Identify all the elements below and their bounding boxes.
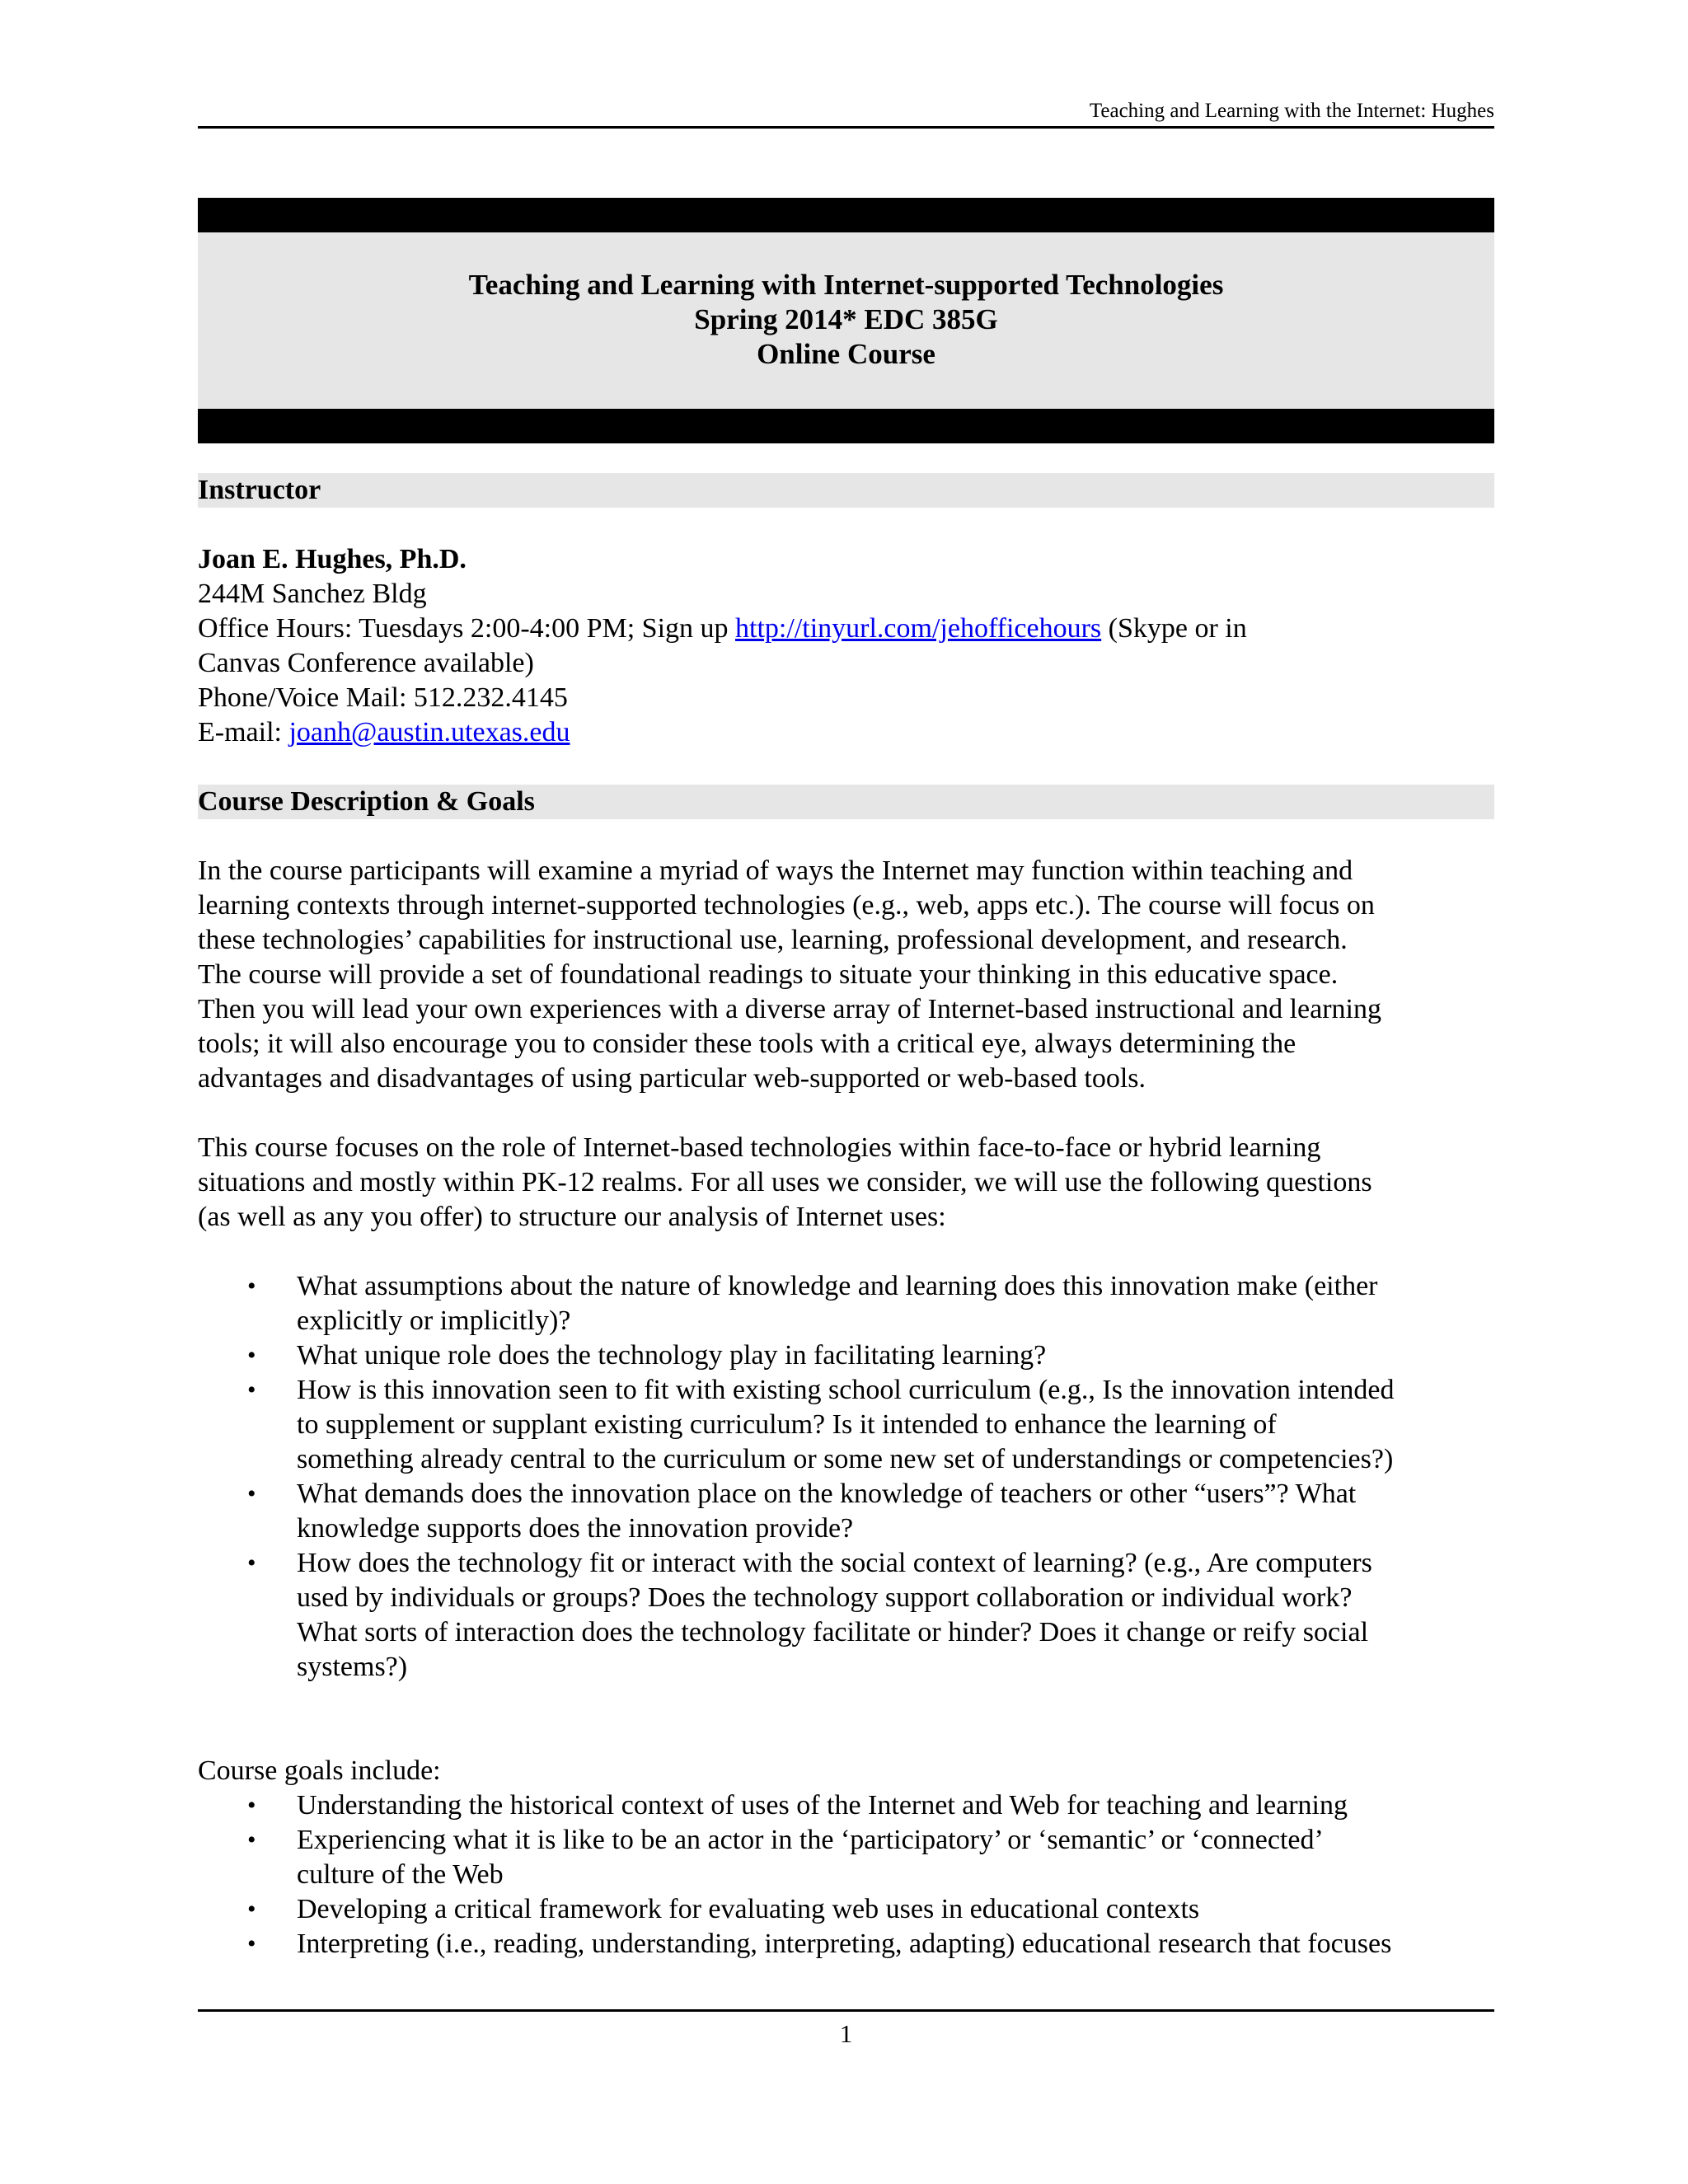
list-item-line: Developing a critical framework for evaluating web uses in educational contexts — [297, 1894, 1200, 1924]
bullet-icon: • — [247, 1480, 256, 1507]
instructor-heading: Instructor — [198, 473, 1494, 508]
course-description-heading: Course Description & Goals — [198, 785, 1494, 819]
email-label: E-mail: — [198, 717, 289, 748]
list-item — [198, 1373, 1494, 1477]
email-link[interactable]: joanh@austin.utexas.edu — [288, 717, 570, 748]
list-item — [198, 1338, 1494, 1373]
list-item-line: What sorts of interaction does the technology facilitate or hinder? Does it change or reify social — [297, 1617, 1369, 1647]
bullet-icon: • — [247, 1272, 256, 1300]
list-item — [198, 1927, 1494, 1961]
list-item-line: What demands does the innovation place on the knowledge of teachers or other “users”? What — [297, 1479, 1357, 1509]
list-item — [198, 1269, 1494, 1338]
list-item-line: Interpreting (i.e., reading, understanding, interpreting, adapting) educational research that focuses — [297, 1929, 1392, 1959]
list-item-line: What assumptions about the nature of knowledge and learning does this innovation make (either — [297, 1271, 1378, 1301]
office-hours-signup-link[interactable]: http://tinyurl.com/jehofficehours — [735, 613, 1102, 644]
instructor-info — [198, 542, 1494, 750]
paragraph-line: The course will provide a set of foundational readings to situate your thinking in this educative space. — [198, 959, 1339, 990]
instructor-phone: Phone/Voice Mail: 512.232.4145 — [198, 682, 568, 713]
bullet-icon: • — [247, 1549, 256, 1577]
office-hours-suffix: (Skype or in — [1101, 613, 1247, 644]
document-page — [198, 0, 1494, 2184]
bullet-icon: • — [247, 1376, 256, 1404]
goals-list — [198, 1788, 1494, 1961]
course-title: Teaching and Learning with Internet-supported Technologies — [468, 269, 1224, 301]
questions-list — [198, 1269, 1494, 1685]
analysis-questions — [198, 1269, 1494, 1685]
paragraph-line: This course focuses on the role of Internet-based technologies within face-to-face or hybrid learning — [198, 1132, 1321, 1163]
list-item-line: systems?) — [297, 1652, 408, 1682]
paragraph-line: (as well as any you offer) to structure our analysis of Internet uses: — [198, 1202, 946, 1232]
list-item-line: How does the technology fit or interact with the social context of learning? (e.g., Are computers — [297, 1548, 1372, 1578]
list-item-line: What unique role does the technology play in facilitating learning? — [297, 1340, 1047, 1371]
course-format: Online Course — [757, 338, 935, 370]
paragraph-line: Then you will lead your own experiences with a diverse array of Internet-based instructional and learning — [198, 994, 1381, 1024]
title-banner — [198, 198, 1494, 443]
list-item-line: used by individuals or groups? Does the technology support collaboration or individual work? — [297, 1582, 1353, 1613]
bullet-icon: • — [247, 1792, 256, 1819]
running-header: Teaching and Learning with the Internet: Hughes — [1089, 100, 1494, 122]
list-item-line: explicitly or implicitly)? — [297, 1305, 571, 1336]
banner-bottom-bar — [198, 409, 1494, 443]
bullet-icon: • — [247, 1826, 256, 1854]
list-item — [198, 1892, 1494, 1927]
list-item — [198, 1788, 1494, 1823]
list-item — [198, 1477, 1494, 1546]
instructor-email — [198, 715, 1494, 750]
list-item-line: Experiencing what it is like to be an actor in the ‘participatory’ or ‘semantic’ or ‘connected’ — [297, 1825, 1324, 1855]
paragraph-line: In the course participants will examine a myriad of ways the Internet may function within teaching and — [198, 855, 1353, 886]
list-item-line: Understanding the historical context of uses of the Internet and Web for teaching and learning — [297, 1790, 1348, 1821]
paragraph-line: tools; it will also encourage you to consider these tools with a critical eye, always determining the — [198, 1029, 1296, 1059]
office-hours-text: Office Hours: Tuesdays 2:00-4:00 PM; Sign up — [198, 613, 736, 644]
paragraph-line: situations and mostly within PK-12 realms. For all uses we consider, we will use the following questions — [198, 1167, 1372, 1197]
course-goals — [198, 1754, 1494, 1961]
description-paragraph-2 — [198, 1131, 1494, 1235]
description-paragraph-1 — [198, 854, 1494, 1096]
course-term-code: Spring 2014* EDC 385G — [694, 303, 998, 335]
list-item-line: something already central to the curriculum or some new set of understandings or competencies?) — [297, 1444, 1394, 1474]
office-hours — [198, 612, 1494, 646]
bullet-icon: • — [247, 1930, 256, 1957]
list-item — [198, 1546, 1494, 1685]
goals-intro: Course goals include: — [198, 1755, 441, 1786]
list-item-line: knowledge supports does the innovation provide? — [297, 1513, 854, 1544]
course-title-block — [198, 268, 1494, 372]
instructor-name: Joan E. Hughes, Ph.D. — [198, 544, 467, 574]
banner-top-bar — [198, 198, 1494, 232]
paragraph-line: these technologies’ capabilities for instructional use, learning, professional development, and research. — [198, 925, 1348, 955]
page-number: 1 — [839, 2019, 853, 2048]
bullet-icon: • — [247, 1342, 256, 1369]
bullet-icon: • — [247, 1896, 256, 1923]
list-item — [198, 1823, 1494, 1892]
paragraph-line: learning contexts through internet-supported technologies (e.g., web, apps etc.). The course will focus on — [198, 890, 1375, 921]
header-rule — [198, 126, 1494, 129]
list-item-line: culture of the Web — [297, 1859, 504, 1890]
office-hours-continued: Canvas Conference available) — [198, 648, 534, 678]
footer-rule — [198, 2009, 1494, 2012]
list-item-line: How is this innovation seen to fit with existing school curriculum (e.g., Is the innovation intended — [297, 1375, 1395, 1405]
paragraph-line: advantages and disadvantages of using particular web-supported or web-based tools. — [198, 1063, 1146, 1094]
instructor-office: 244M Sanchez Bldg — [198, 579, 427, 609]
list-item-line: to supplement or supplant existing curriculum? Is it intended to enhance the learning of — [297, 1409, 1277, 1440]
